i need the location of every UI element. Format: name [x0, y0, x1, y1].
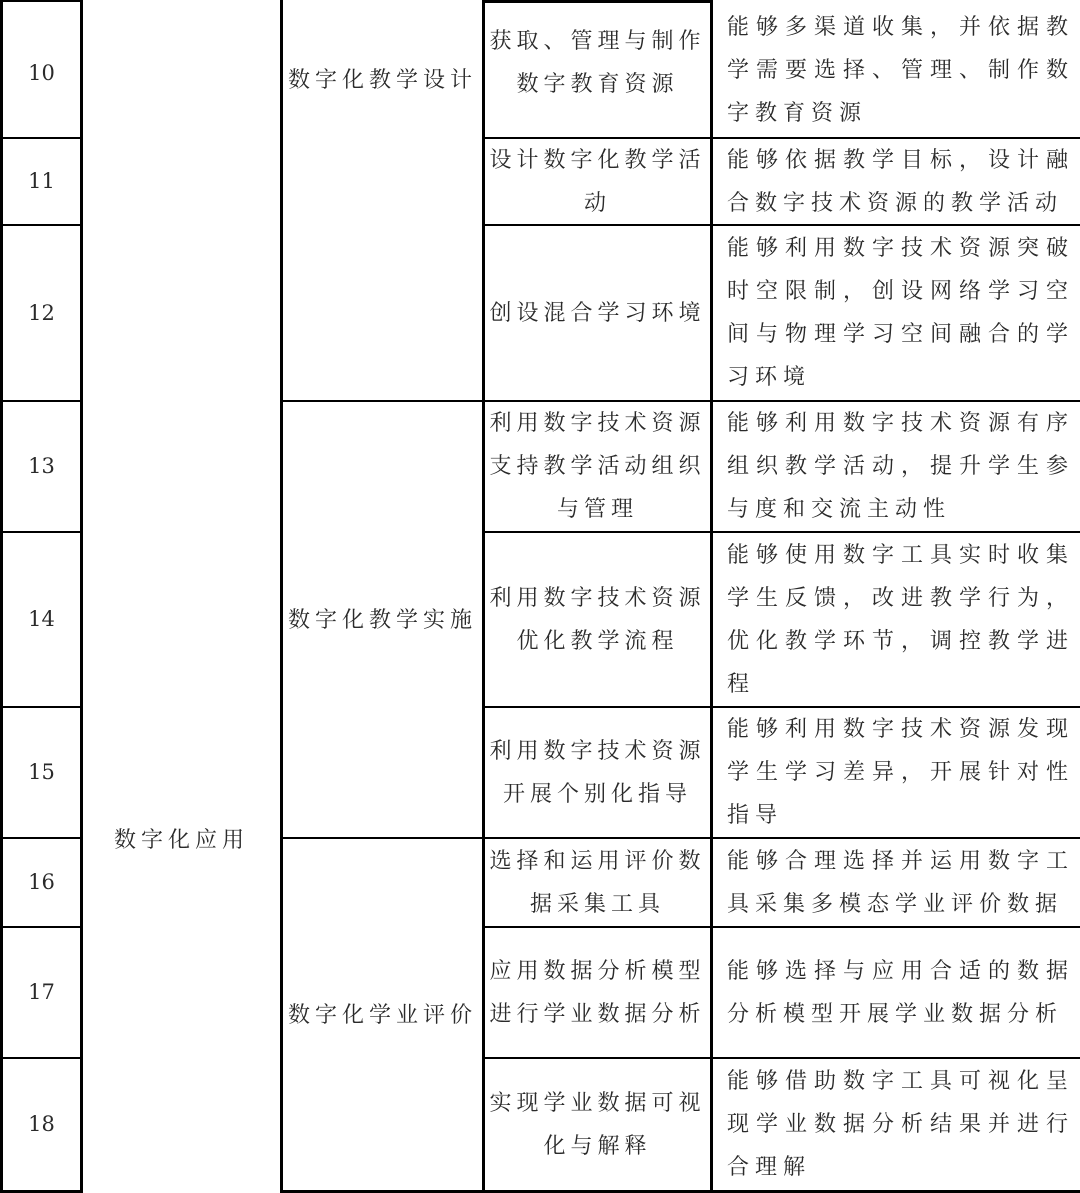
description-cell: 能够利用数字技术资源有序组织教学活动，提升学生参与度和交流主动性 [727, 411, 1074, 522]
row-divider [0, 0, 82, 2]
row-number: 16 [28, 870, 55, 894]
item-cell: 获取、管理与制作数字教育资源 [489, 29, 706, 97]
description-cell: 能够利用数字技术资源突破时空限制，创设网络学习空间与物理学习空间融合的学习环境 [727, 236, 1074, 390]
description-cell: 能够合理选择并运用数字工具采集多模态学业评价数据 [727, 848, 1074, 917]
description-cell: 能够使用数字工具实时收集学生反馈，改进教学行为，优化教学环节，调控教学进程 [727, 542, 1074, 697]
description-cell: 能够借助数字工具可视化呈现学业数据分析结果并进行合理解 [727, 1069, 1074, 1180]
item-cell: 应用数据分析模型进行学业数据分析 [489, 958, 706, 1027]
item-cell: 利用数字技术资源支持教学活动组织与管理 [489, 411, 706, 522]
subdomain-label: 数字化教学实施 [287, 607, 478, 633]
item-cell: 创设混合学习环境 [489, 300, 706, 326]
row-number: 11 [28, 169, 55, 193]
row-number: 13 [28, 454, 55, 478]
row-number: 12 [28, 300, 55, 325]
item-cell: 利用数字技术资源优化教学流程 [489, 585, 706, 654]
subdomain-label: 数字化教学设计 [287, 67, 478, 93]
description-cell: 能够多渠道收集，并依据教学需要选择、管理、制作数字教育资源 [727, 14, 1074, 126]
item-cell: 实现学业数据可视化与解释 [489, 1090, 706, 1159]
row-number: 17 [28, 980, 55, 1004]
row-number: 10 [28, 60, 55, 85]
row-divider [483, 0, 712, 3]
description-cell: 能够利用数字技术资源发现学生学习差异，开展针对性指导 [727, 717, 1074, 828]
domain-label: 数字化应用 [113, 827, 249, 853]
column-divider [80, 0, 83, 1193]
subdomain-label: 数字化学业评价 [287, 1002, 478, 1028]
item-cell: 选择和运用评价数据采集工具 [489, 848, 706, 917]
item-cell: 设计数字化教学活动 [489, 147, 706, 216]
row-number: 18 [28, 1112, 55, 1136]
description-cell: 能够选择与应用合适的数据分析模型开展学业数据分析 [727, 958, 1074, 1027]
description-cell: 能够依据教学目标，设计融合数字技术资源的教学活动 [727, 147, 1074, 216]
item-cell: 利用数字技术资源开展个别化指导 [489, 738, 706, 807]
row-number: 14 [28, 607, 55, 631]
row-number: 15 [28, 760, 55, 784]
